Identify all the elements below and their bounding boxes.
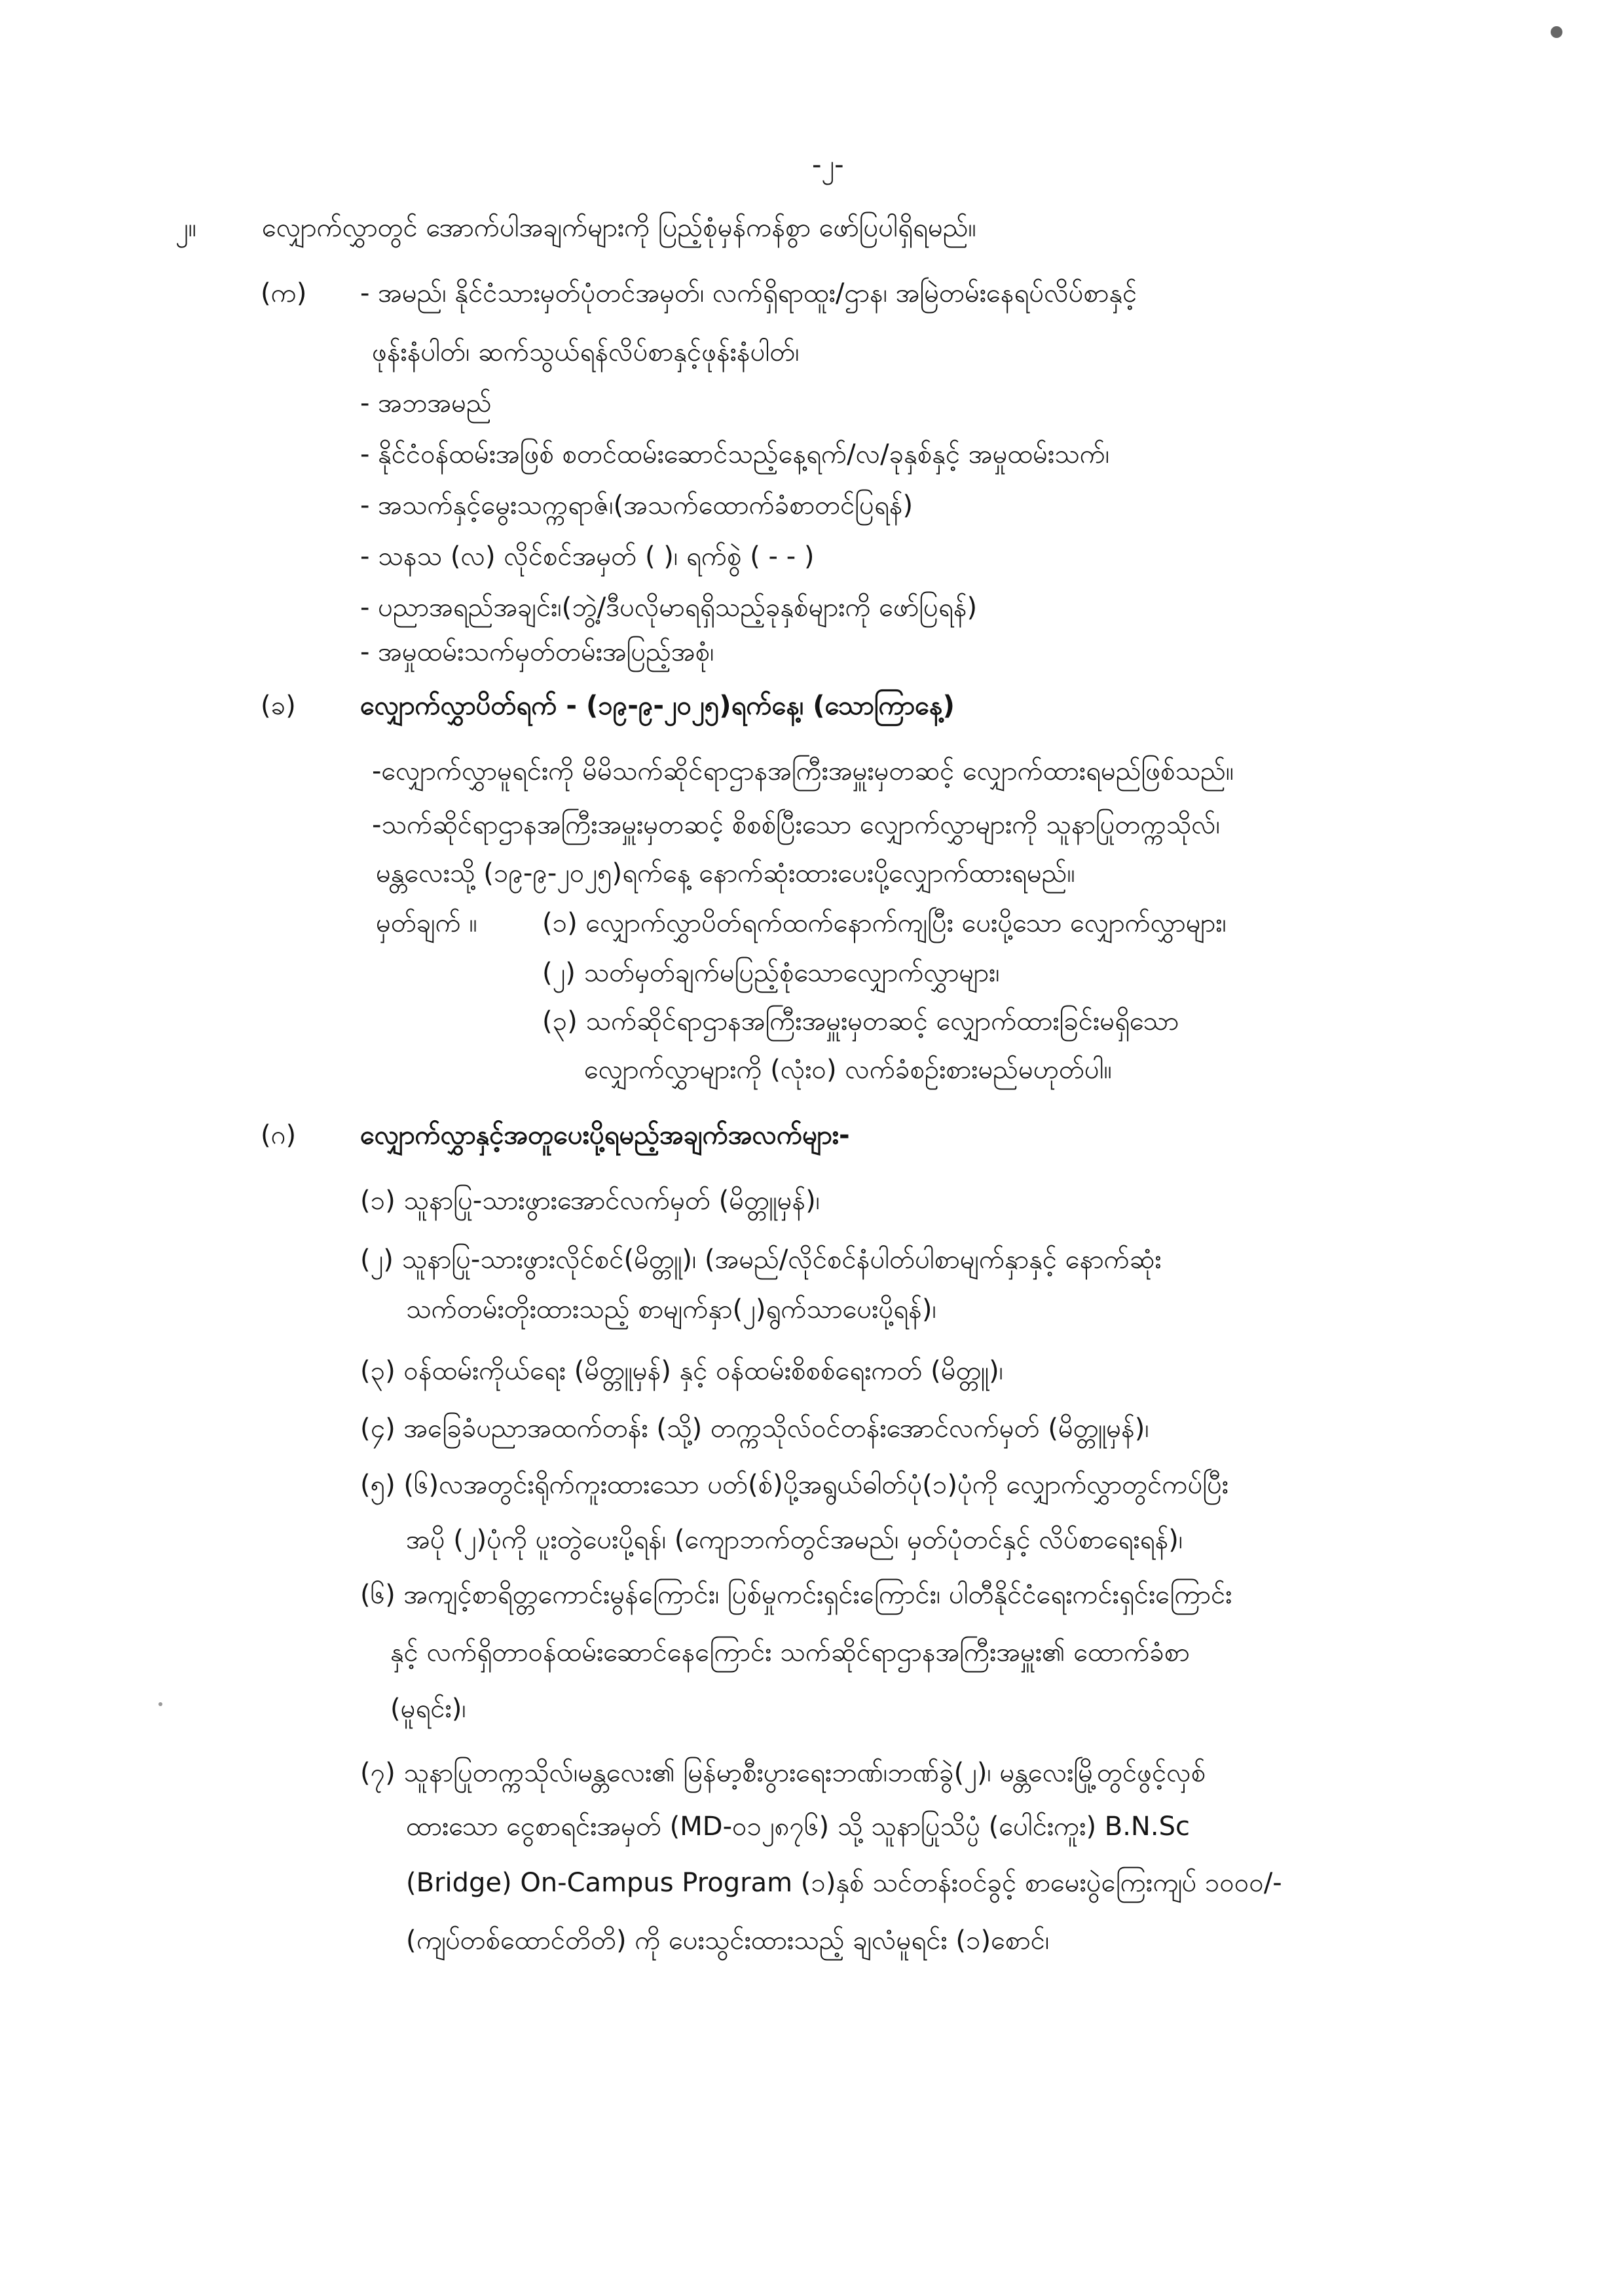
note-line: (၁) လျှောက်လွှာပိတ်ရက်ထက်နောက်ကျပြီး ပေးပို့သော လျှောက်လွှာများ၊	[542, 908, 1227, 938]
section-c-line: (၃) ဝန်ထမ်းကိုယ်ရေး (မိတ္တူမှန်) နှင့် ဝန်ထမ်းစိစစ်ရေးကတ် (မိတ္တူ)၊	[360, 1356, 1004, 1386]
section-a-item: - အဘအမည်	[360, 388, 492, 418]
section-a-label: (က)	[261, 278, 307, 308]
section-c-label: (ဂ)	[261, 1120, 297, 1150]
section-a-item: - အမည်၊ နိုင်ငံသားမှတ်ပုံတင်အမှတ်၊ လက်ရှိရာထူး/ဌာန၊ အမြဲတမ်းနေရပ်လိပ်စာနှင့်	[360, 278, 1137, 308]
note-line: (၃) သက်ဆိုင်ရာဌာနအကြီးအမှူးမှတဆင့် လျှောက်ထားခြင်းမရှိသော	[542, 1006, 1179, 1036]
section-c-line: (၅) (၆)လအတွင်းရိုက်ကူးထားသော ပတ်(စ်)ပို့အရွယ်ဓါတ်ပုံ(၁)ပုံကို လျှောက်လွှာတွင်ကပ်ပြီး	[360, 1470, 1229, 1500]
section-c-line: (မူရင်း)၊	[390, 1694, 466, 1724]
section-2-heading: လျှောက်လွှာတွင် အောက်ပါအချက်များကို ပြည့်စုံမှန်ကန်စွာ ဖော်ပြပါရှိရမည်။	[262, 213, 976, 243]
note-label: မှတ်ချက် ။	[376, 908, 477, 938]
section-b-line: -လျှောက်လွှာမူရင်းကို မိမိသက်ဆိုင်ရာဌာနအကြီးအမှူးမှတဆင့် လျှောက်ထားရမည်ဖြစ်သည်။	[372, 756, 1234, 786]
section-b-label: (ခ)	[261, 691, 296, 721]
section-b-line: -သက်ဆိုင်ရာဌာနအကြီးအမှူးမှတဆင့် စိစစ်ပြီးသော လျှောက်လွှာများကို သူနာပြုတက္ကသိုလ်၊	[372, 810, 1221, 840]
section-c-line: အပို (၂)ပုံကို ပူးတွဲပေးပို့ရန်၊ (ကျောဘက်တွင်အမည်၊ မှတ်ပုံတင်နှင့် လိပ်စာရေးရန်)၊	[406, 1525, 1183, 1555]
scan-speck	[158, 1702, 162, 1706]
section-c-line: (၂) သူနာပြု-သားဖွားလိုင်စင်(မိတ္တူ)၊ (အမည်/လိုင်စင်နံပါတ်ပါစာမျက်နှာနှင့် နောက်ဆုံး	[360, 1245, 1162, 1275]
section-c-line: (၇) သူနာပြုတက္ကသိုလ်၊မန္တလေး၏ မြန်မာ့စီးပွားရေးဘဏ်၊ဘဏ်ခွဲ(၂)၊ မန္တလေးမြို့တွင်ဖွင့်လှစ်	[360, 1758, 1206, 1788]
section-a-item: - ပညာအရည်အချင်း၊(ဘွဲ့/ဒီပလိုမာရရှိသည့်ခုနှစ်များကို ဖော်ပြရန်)	[360, 592, 978, 623]
section-c-line: (၆) အကျင့်စာရိတ္တကောင်းမွန်ကြောင်း၊ ပြစ်မှုကင်းရှင်းကြောင်း၊ ပါတီနိုင်ငံရေးကင်းရှင်းကြောင်း	[360, 1580, 1232, 1610]
section-c-line: (Bridge) On-Campus Program (၁)နှစ် သင်တန်းဝင်ခွင့် စာမေးပွဲကြေးကျပ် ၁၀၀၀/-	[406, 1868, 1282, 1898]
scan-mark	[1551, 26, 1562, 38]
section-a-item: - သနသ (လ) လိုင်စင်အမှတ် ( )၊ ရက်စွဲ ( - - )	[360, 541, 815, 572]
note-line: လျှောက်လွှာများကို (လုံး၀) လက်ခံစဉ်းစားမည်မဟုတ်ပါ။	[584, 1055, 1112, 1085]
section-a-item: - နိုင်ငံဝန်ထမ်းအဖြစ် စတင်ထမ်းဆောင်သည့်နေ့ရက်/လ/ခုနှစ်နှင့် အမှုထမ်းသက်၊	[360, 439, 1110, 469]
section-c-heading: လျှောက်လွှာနှင့်အတူပေးပို့ရမည့်အချက်အလက်များ-	[360, 1120, 850, 1150]
section-a-item: ဖုန်းနံပါတ်၊ ဆက်သွယ်ရန်လိပ်စာနှင့်ဖုန်းနံပါတ်၊	[372, 337, 800, 367]
section-a-item: - အသက်နှင့်မွေးသက္ကရာဇ်၊(အသက်ထောက်ခံစာတင်ပြရန်)	[360, 490, 913, 520]
section-b-heading: လျှောက်လွှာပိတ်ရက် - (၁၉-၉-၂၀၂၅)ရက်နေ့၊ (သောကြာနေ့)	[360, 691, 955, 721]
section-c-line: (ကျပ်တစ်ထောင်တိတိ) ကို ပေးသွင်းထားသည့် ချလံမူရင်း (၁)စောင်၊	[406, 1925, 1050, 1956]
section-a-item: - အမှုထမ်းသက်မှတ်တမ်းအပြည့်အစုံ၊	[360, 637, 714, 667]
section-c-line: ထားသော ငွေစာရင်းအမှတ် (MD-၀၁၂၈၇၆) သို့ သူနာပြုသိပ္ပံ (ပေါင်းကူး) B.N.Sc	[406, 1812, 1190, 1842]
section-b-line: မန္တလေးသို့ (၁၉-၉-၂၀၂၅)ရက်နေ့ နောက်ဆုံးထားပေးပို့လျှောက်ထားရမည်။	[376, 858, 1075, 888]
section-c-line: (၄) အခြေခံပညာအထက်တန်း (သို့) တက္ကသိုလ်ဝင်တန်းအောင်လက်မှတ် (မိတ္တူမှန်)၊	[360, 1413, 1149, 1444]
page-number: -၂-	[812, 150, 844, 180]
section-2-number: ၂။	[175, 213, 196, 243]
section-c-line: သက်တမ်းတိုးထားသည့် စာမျက်နှာ(၂)ရွက်သာပေးပို့ရန်)၊	[406, 1294, 936, 1324]
section-c-line: (၁) သူနာပြု-သားဖွားအောင်လက်မှတ် (မိတ္တူမှန်)၊	[360, 1186, 821, 1216]
note-line: (၂) သတ်မှတ်ချက်မပြည့်စုံသောလျှောက်လွှာများ၊	[542, 958, 1000, 988]
section-c-line: နှင့် လက်ရှိတာဝန်ထမ်းဆောင်နေကြောင်း သက်ဆိုင်ရာဌာနအကြီးအမှူး၏ ထောက်ခံစာ	[390, 1637, 1190, 1667]
